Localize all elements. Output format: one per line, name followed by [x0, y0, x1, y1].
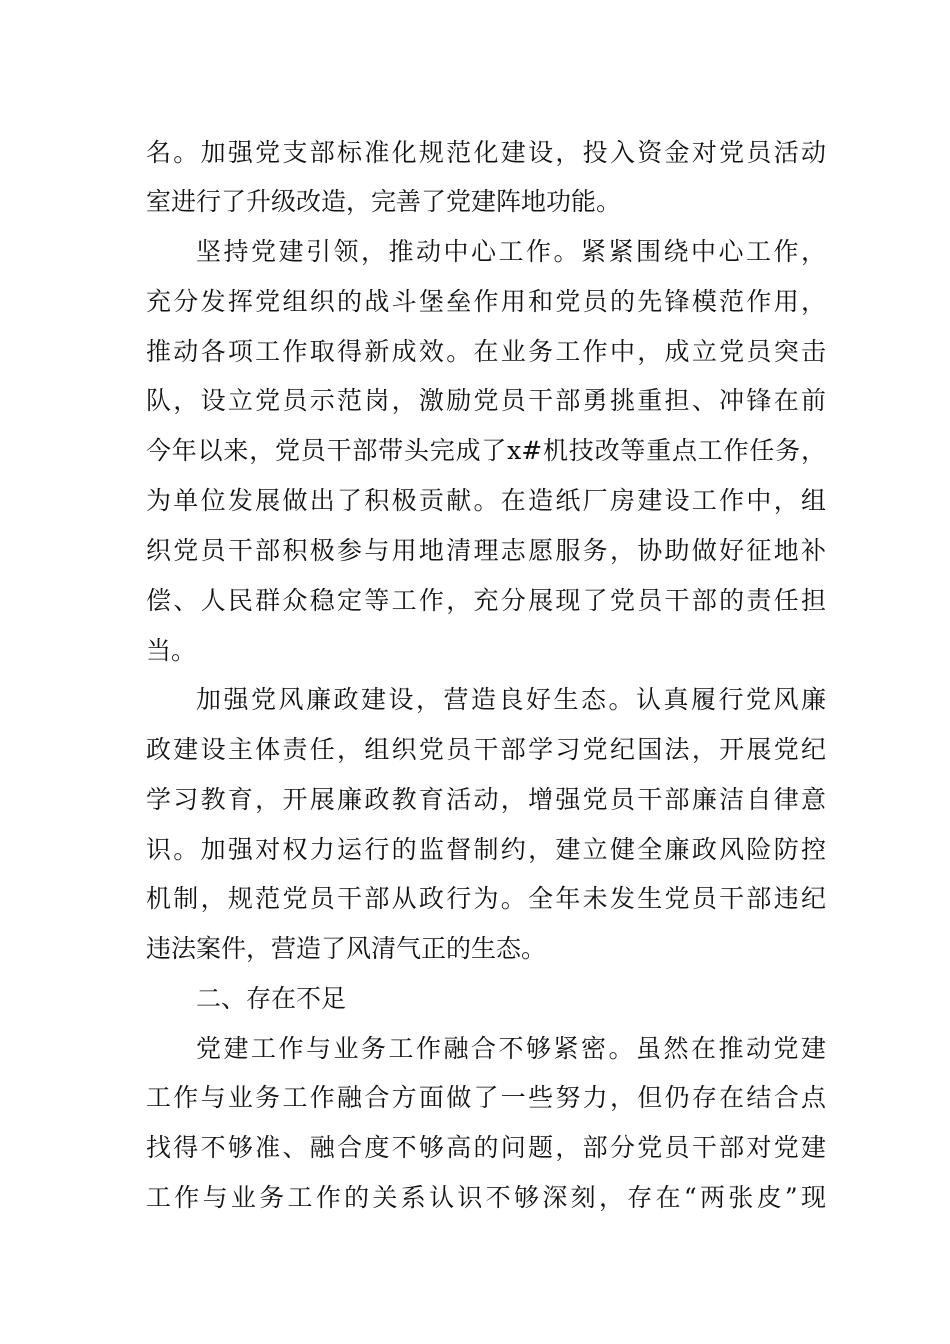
paragraph-line: 党建工作与业务工作融合不够紧密。虽然在推动党建	[196, 1034, 826, 1063]
paragraph-line: 工作与业务工作融合方面做了一些努力，但仍存在结合点	[146, 1083, 826, 1112]
paragraph-line: 加强党风廉政建设，营造良好生态。认真履行党风廉	[196, 685, 826, 714]
paragraph-line: 名。加强党支部标准化规范化建设，投入资金对党员活动	[146, 138, 826, 167]
paragraph-line: 队，设立党员示范岗，激励党员干部勇挑重担、冲锋在前	[146, 386, 826, 415]
paragraph-line: 政建设主体责任，组织党员干部学习党纪国法，开展党纪	[146, 735, 826, 764]
paragraph-line: 为单位发展做出了积极贡献。在造纸厂房建设工作中，组	[146, 486, 826, 515]
section-heading: 二、存在不足	[196, 984, 347, 1013]
paragraph-line: 今年以来，党员干部带头完成了x#机技改等重点工作任务，	[146, 436, 826, 465]
paragraph-line: 坚持党建引领，推动中心工作。紧紧围绕中心工作，	[196, 237, 826, 266]
paragraph-line: 织党员干部积极参与用地清理志愿服务，协助做好征地补	[146, 536, 826, 565]
paragraph-line: 违法案件，营造了风清气正的生态。	[146, 934, 547, 963]
paragraph-line: 当。	[146, 636, 197, 665]
paragraph-line: 学习教育，开展廉政教育活动，增强党员干部廉洁自律意	[146, 785, 826, 814]
paragraph-line: 充分发挥党组织的战斗堡垒作用和党员的先锋模范作用，	[146, 287, 826, 316]
paragraph-line: 识。加强对权力运行的监督制约，建立健全廉政风险防控	[146, 835, 826, 864]
paragraph-line: 室进行了升级改造，完善了党建阵地功能。	[146, 187, 622, 216]
paragraph-line: 机制，规范党员干部从政行为。全年未发生党员干部违纪	[146, 884, 826, 913]
paragraph-line: 推动各项工作取得新成效。在业务工作中，成立党员突击	[146, 337, 826, 366]
paragraph-line: 工作与业务工作的关系认识不够深刻，存在“两张皮”现	[146, 1183, 826, 1212]
paragraph-line: 偿、人民群众稳定等工作，充分展现了党员干部的责任担	[146, 586, 826, 615]
paragraph-line: 找得不够准、融合度不够高的问题，部分党员干部对党建	[146, 1133, 826, 1162]
